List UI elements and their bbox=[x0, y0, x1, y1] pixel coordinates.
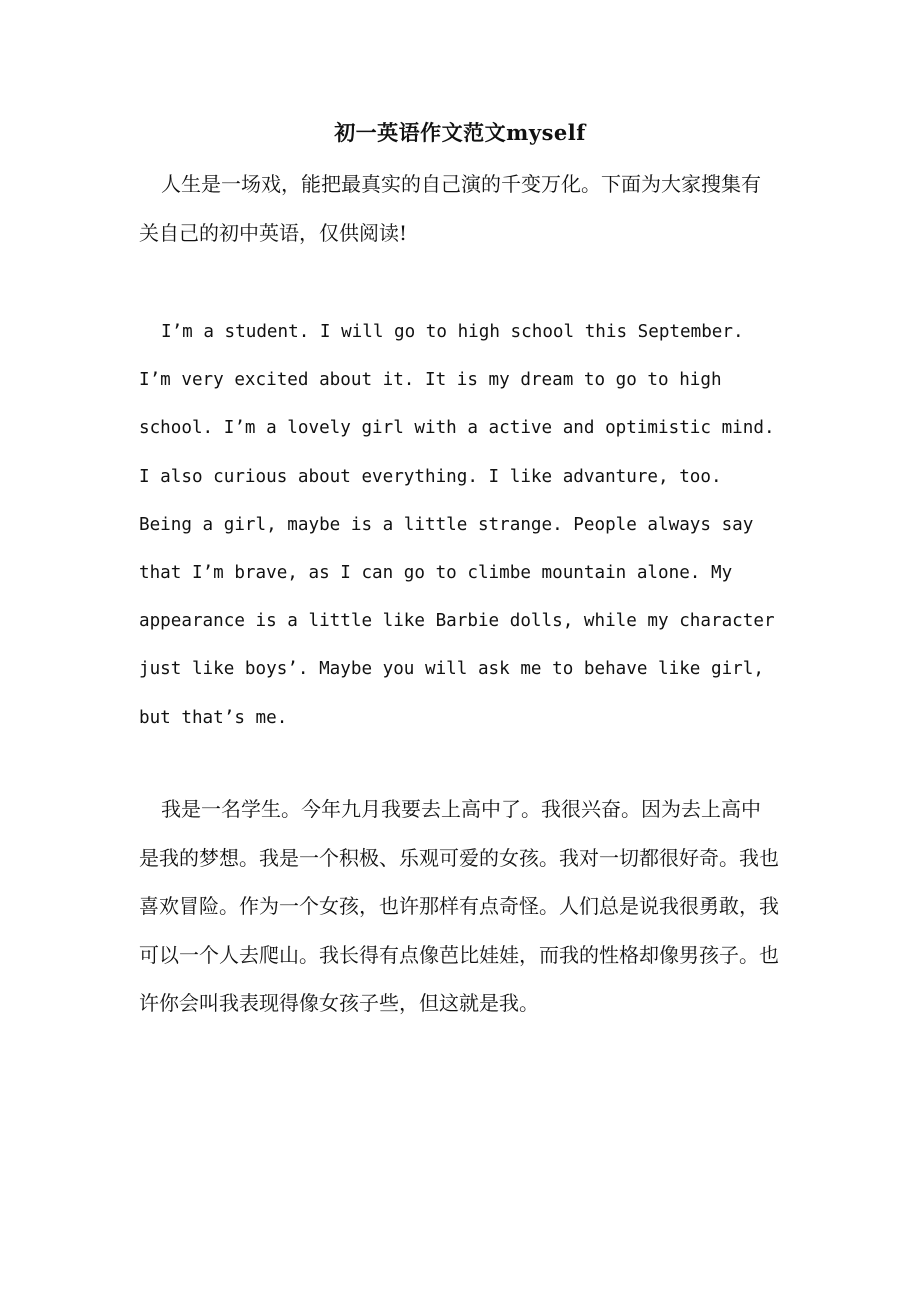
chinese-translation-paragraph: 我是一名学生。今年九月我要去上高中了。我很兴奋。因为去上高中是我的梦想。我是一个积极、乐观可爱的女孩。我对一切都很好奇。我也喜欢冒险。作为一个女孩，也许那样有点奇怪。人们总是说我很勇敢，我可以一个人去爬山。我长得有点像芭比娃娃，而我的性格却像男孩子。也许你会叫我表现得像女孩子些，但这就是我。 bbox=[139, 797, 779, 1015]
english-essay-paragraph: I’m a student. I will go to high school this September. I’m very excited about it. It is my dream to go to high school. I’m a lovely girl with a active and optimistic mind. I also curious about everything. I like advanture, too. Being a girl, maybe is a little strange. People always say that I’m brave, as I can go to climbe mountain alone. My appearance is a little like Barbie dolls, while my character just like boys’. Maybe you will ask me to behave like girl, but that’s me. bbox=[139, 322, 775, 728]
intro-paragraph: 人生是一场戏，能把最真实的自己演的千变万化。下面为大家搜集有关自己的初中英语，仅供阅读! bbox=[139, 172, 761, 245]
document-title: 初一英语作文范文myself bbox=[334, 120, 586, 145]
